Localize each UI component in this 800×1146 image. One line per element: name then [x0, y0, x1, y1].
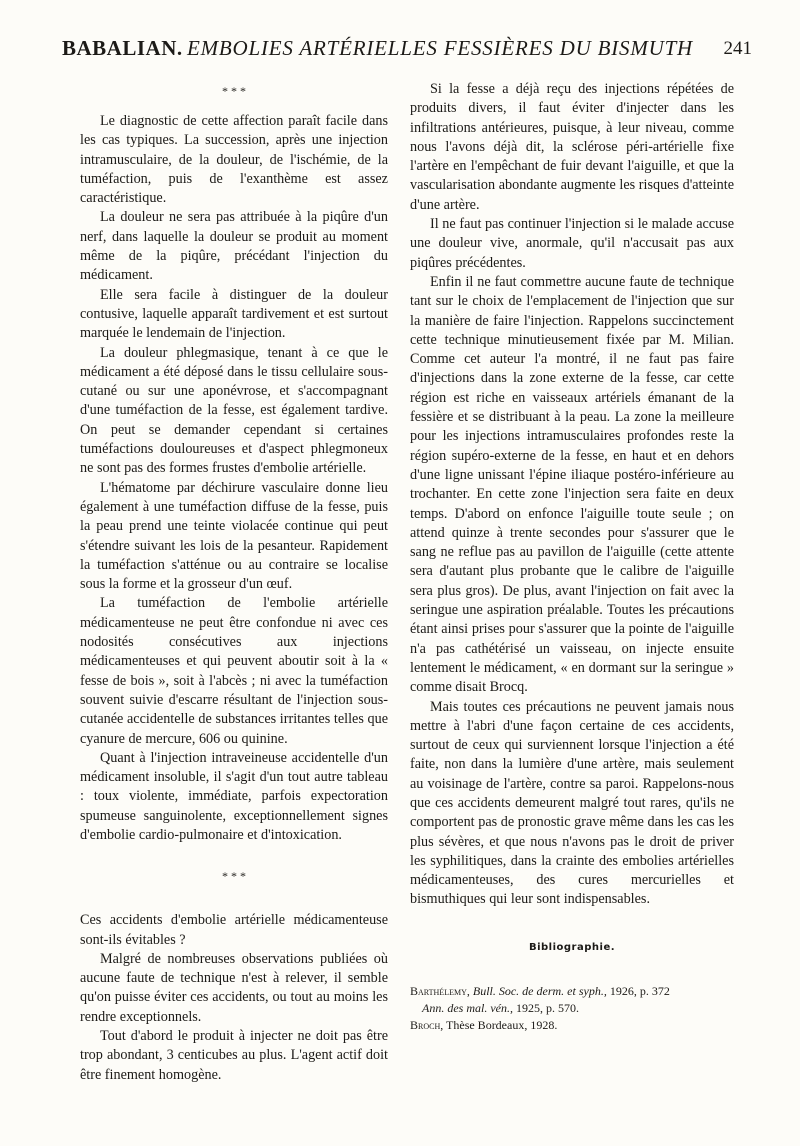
paragraph-hematoma: L'hématome par déchirure vasculaire donne lieu également à une tuméfaction diffuse de la fesse, puis la peau prend une teinte violacée continue qui peut s'étendre suivant les lois de la pesanteur. Rapidement la tuméfaction s'atténue ou au contraire se localise sous la forme et la grosseur d'un œuf.	[80, 479, 388, 593]
bibliography-ref-1	[410, 983, 734, 1000]
header-title: EMBOLIES ARTÉRIELLES FESSIÈRES DU BISMUTH	[187, 36, 694, 60]
bibliography-ref-3	[410, 1017, 734, 1034]
paragraph-precautions: Mais toutes ces précautions ne peuvent jamais nous mettre à l'abri d'une façon certaine de ces accidents, surtout de ceux qui surviennent lorsque l'injection a été faite, non dans la lumière d'une artère, mais seulement au voisinage de l'artère, contre sa paroi. Rappelons-nous que ces accidents demeurent malgré tout rares, qu'ils ne comportent pas de pronostic grave même dans les cas les plus sévères, et que nous n'avons pas le droit de priver les syphilitiques, dans la crainte des embolies artérielles médicamenteuses, des cures mercurielles et bismuthiques qui leur sont indispensables.	[410, 698, 734, 908]
paragraph-observations: Malgré de nombreuses observations publiées où aucune faute de technique n'est à relever, il semble qu'on puisse éviter ces accidents, ou tout au moins les rendre exceptionnels.	[80, 950, 388, 1025]
left-column	[80, 80, 388, 1085]
section-separator-top: * * *	[222, 84, 246, 98]
bibliography-title: Bibliographie.	[528, 941, 616, 953]
ref-detail: Thèse Bordeaux, 1928.	[446, 1018, 558, 1033]
paragraph-technique: Enfin il ne faut commettre aucune faute de technique tant sur le choix de l'emplacement de l'injection que sur la manière de faire l'injection. Rappelons succinctement cette technique minutieusement fixée par M. Milian. Comme cet auteur l'a montré, il ne faut pas faire d'injections dans la zone externe de la fesse, car cette région est riche en vaisseaux artériels émanant de la fessière et se distribuant à la peau. La zone la meilleure pour les injections intramusculaires profondes reste la région supéro-externe de la fesse, en haut et en dehors d'une ligne unissant l'épine iliaque postéro-inférieure au trochanter. En cette zone l'injection sera faite en deux temps. D'abord on enfonce l'aiguille toute seule ; on attend quinze à trente secondes pour s'assurer que le sang ne reflue pas au pavillon de l'aiguille (cette attente sera d'autant plus probante que le calibre de l'aiguille sera plus gros). De plus, avant l'injection on fait avec la seringue une aspiration préalable. Toutes les précautions étant ainsi prises pour s'assurer que la pointe de l'aiguille n'a pas cathétérisé un vaisseau, on injecte ensuite lentement le médicament, « en dormant sur la seringue » comme disait Brocq.	[410, 273, 734, 696]
ref-author: Barthélemy,	[410, 984, 470, 999]
paragraph-product-volume: Tout d'abord le produit à injecter ne doit pas être trop abondant, 3 centicubes au plus. L'agent actif doit être finement homogène.	[80, 1028, 388, 1083]
paragraph-question: Ces accidents d'embolie artérielle médicamenteuse sont-ils évitables ?	[80, 912, 388, 948]
paragraph-nerve-pain: La douleur ne sera pas attribuée à la piqûre d'un nerf, dans laquelle la douleur se produit au moment même de la piqûre, précédant l'injection du médicament.	[80, 209, 388, 284]
ref-detail: 1926, p. 372	[609, 984, 670, 999]
section-separator-mid: * * *	[222, 869, 246, 884]
paragraph-intravenous: Quant à l'injection intraveineuse accidentelle d'un médicament insoluble, il s'agit d'un tout autre tableau : toux violente, immédiate, parfois expectoration spumeuse sanguinolente, exceptionnellement signes d'embolie cardio-pulmonaire et d'intoxication.	[80, 749, 388, 843]
paragraph-contusive-pain: Elle sera facile à distinguer de la douleur contusive, laquelle apparaît tardivement et est surtout marquée le lendemain de l'injection.	[80, 286, 388, 342]
ref-source: Ann. des mal. vén.,	[422, 1001, 513, 1016]
paragraph-tumefaction: La tuméfaction de l'embolie artérielle médicamenteuse ne peut être confondue ni avec ces nodosités consécutives aux injections médicamenteuses et qui peuvent aboutir soit à la « fesse de bois », soit à l'abcès ; ni avec la tuméfaction souvent suivie d'escarre résultant de l'injection sous-cutanée accidentelle de substances irritantes telles que cyanure de mercure, 606 ou quinine.	[80, 595, 388, 747]
paragraph-diagnosis: Le diagnostic de cette affection paraît facile dans les cas typiques. La succession, après une injection intramusculaire, de la douleur, de l'ischémie, de la tuméfaction, puis de l'exanthème est assez caractéristique.	[80, 113, 388, 207]
header-author: BABALIAN.	[62, 36, 183, 60]
ref-source: Bull. Soc. de derm. et syph.,	[472, 984, 607, 999]
paragraph-repeated-injections: Si la fesse a déjà reçu des injections répétées de produits divers, il faut éviter d'injecter dans les infiltrations antérieures, puisque, à leur niveau, comme nous l'avons déjà dit, la sclérose péri-artérielle fixe l'artère en l'empêchant de fuir devant l'aiguille, et que la vascularisation abondante augmente les risques d'atteinte d'une artère.	[410, 81, 734, 213]
ref-author: Broch,	[410, 1018, 444, 1033]
paragraph-stop-injection: Il ne faut pas continuer l'injection si le malade accuse une douleur vive, anormale, qu'il n'accusait pas aux piqûres précédentes.	[410, 216, 734, 271]
page-number: 241	[723, 38, 752, 59]
paragraph-phlegmasic-pain: La douleur phlegmasique, tenant à ce que le médicament a été déposé dans le tissu cellulaire sous-cutané ou sur une aponévrose, et s'accompagnant d'une tuméfaction de la fesse, est également tardive. On peut se demander cependant si certaines tuméfactions douloureuses et d'aspect phlegmoneux ne sont pas des formes frustes d'embolie artérielle.	[80, 344, 388, 477]
bibliography-ref-2	[410, 1000, 734, 1017]
ref-detail: 1925, p. 570.	[515, 1001, 579, 1016]
right-column	[410, 80, 734, 1034]
running-header	[62, 34, 752, 68]
